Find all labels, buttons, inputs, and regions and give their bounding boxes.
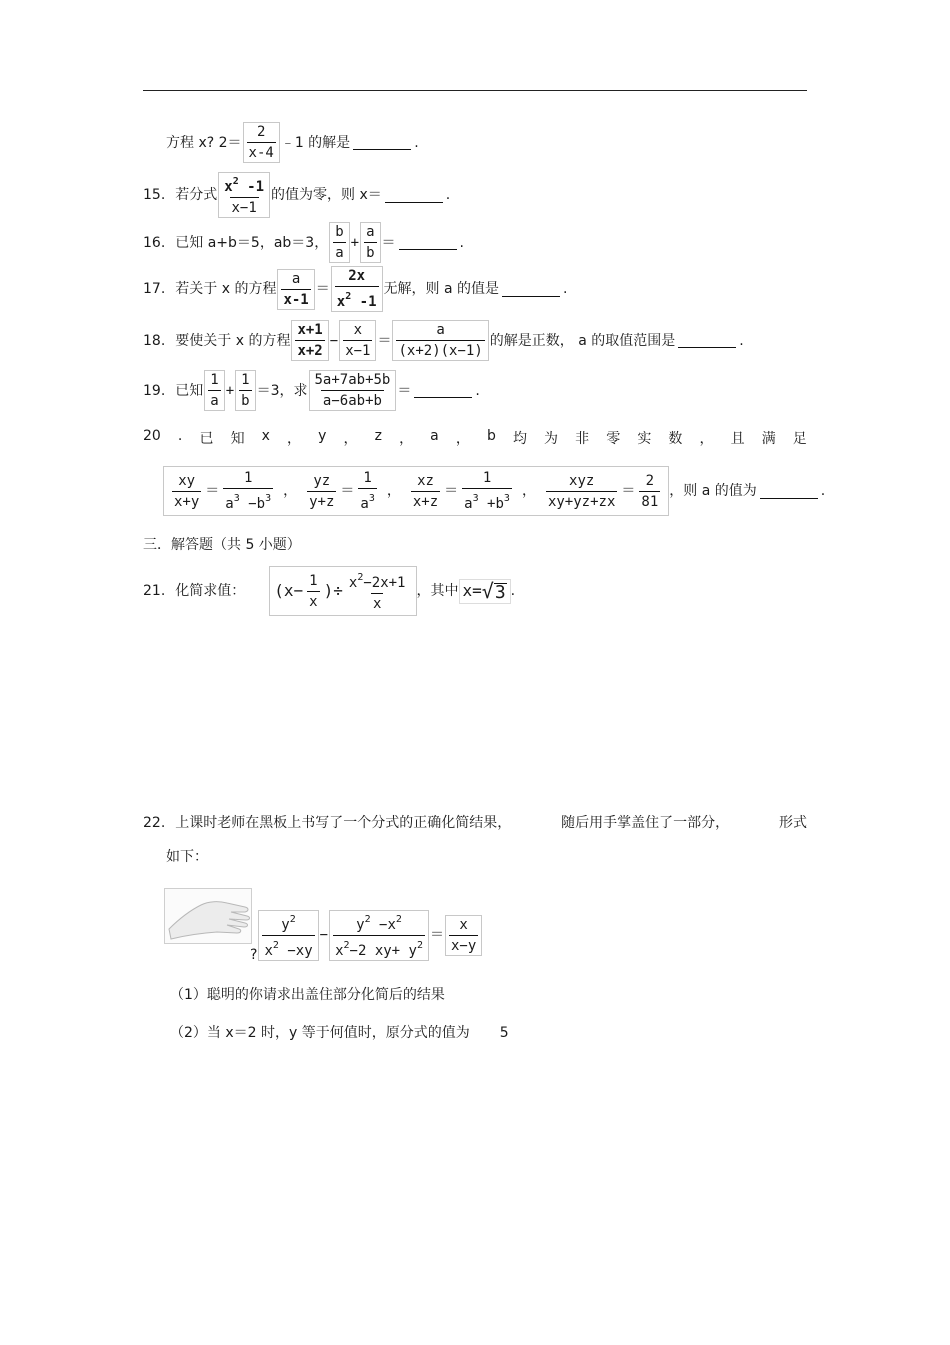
q18-fraction-2: $\frac{x}{x-1}$ xyxy=(339,320,376,361)
question-20-equations: $\frac{xy}{x+y}$ ＝ $\frac{1}{a^3 -b^3}$ ， $\frac{yz}{y+z}$ ＝ $\frac{1}{a^3}$ ， $\frac{xz}{x+z}$ ＝ $\frac{1}{a^3 +b^3}$ ， $\frac{\text{xyz}}{xy+yz+zx}$ ＝ $\frac{2}{81}$ ，则 a 的值为 . xyxy=(163,466,825,516)
question-15: 15. 若分式 $\frac{x^2 -1}{x-1}$ 的值为零，则 x＝ . xyxy=(143,172,450,218)
question-18: 18. 要使关于 x 的方程 $\frac{x+1}{x+2}$ − $\frac{x}{x-1}$ ＝ $\frac{a}{(x+2)(x-1)}$ 的解是正数， a 的取值范围是 . xyxy=(143,322,744,359)
question-22-line-2: 如下： xyxy=(166,849,208,865)
q21-expression: (x− $\frac{1}{x}$ )÷ $\frac{x^2-2x+1}{x}$ xyxy=(269,566,416,616)
question-number: 17. xyxy=(143,281,166,297)
q21-condition: x= √ 3 xyxy=(459,579,511,604)
q19-fraction-2: $\frac{1}{b}$ xyxy=(235,370,255,411)
q20-answer-blank[interactable] xyxy=(760,484,818,499)
q18-answer-blank[interactable] xyxy=(678,333,736,348)
q14-suffix: ﹣1 的解是 xyxy=(280,134,351,151)
question-number: 21. xyxy=(143,583,166,599)
question-number: 22. xyxy=(143,815,166,831)
hand-covered-area xyxy=(164,888,252,944)
q19-fraction-1: $\frac{1}{a}$ xyxy=(204,370,224,411)
question-22-equation: ? $\frac{y^2}{x^2 -xy}$ − $\frac{y^2 -x^2}{x^2-2 xy+ y^2}$ ＝ $\frac{x}{x-y}$ xyxy=(250,908,483,962)
q18-fraction-3: $\frac{a}{(x+2)(x-1)}$ xyxy=(392,320,488,361)
q17-fraction-1: $\frac{a}{x-1}$ xyxy=(277,269,314,310)
q20-fraction-xyz: $\frac{\text{xyz}}{xy+yz+zx}$ xyxy=(543,472,620,511)
q20-fraction-yz: $\frac{yz}{y+z}$ xyxy=(304,472,339,511)
q20-fraction-rhs-3: $\frac{1}{a^3 +b^3}$ xyxy=(459,469,515,513)
q15-fraction: $\frac{x^2 -1}{x-1}$ xyxy=(218,172,270,218)
q20-fraction-rhs-4: $\frac{2}{81}$ xyxy=(636,472,663,511)
q17-fraction-2: $\frac{2x}{x^2 -1}$ xyxy=(331,266,383,312)
q15-answer-blank[interactable] xyxy=(385,188,443,203)
q21-fraction-2: $\frac{x^2-2x+1}{x}$ xyxy=(344,569,411,613)
q14-prefix: 方程 x? 2＝ xyxy=(166,134,242,151)
q16-fraction-1: $\frac{b}{a}$ xyxy=(329,222,349,263)
section-3-heading: 三．解答题（共 5 小题） xyxy=(143,537,301,553)
q20-equation-box: $\frac{xy}{x+y}$ ＝ $\frac{1}{a^3 -b^3}$ ， $\frac{yz}{y+z}$ ＝ $\frac{1}{a^3}$ ， $\frac{xz}{x+z}$ ＝ $\frac{1}{a^3 +b^3}$ ， $\frac{\text{xyz}}{xy+yz+zx}$ ＝ $\frac{2}{81}$ xyxy=(163,466,669,516)
q22-fraction-3: $\frac{x}{x-y}$ xyxy=(445,915,482,956)
q16-fraction-2: $\frac{a}{b}$ xyxy=(360,222,380,263)
header-rule xyxy=(143,90,807,91)
question-19: 19. 已知 $\frac{1}{a}$ + $\frac{1}{b}$ ＝3，求 $\frac{5a+7ab+5b}{a-6ab+b}$ ＝ . xyxy=(143,372,480,409)
question-22-part-2: （2）当 x＝2 时，y 等于何值时，原分式的值为 5 xyxy=(170,1025,509,1041)
question-17: 17. 若关于 x 的方程 $\frac{a}{x-1}$ ＝ $\frac{2x}{x^2 -1}$ 无解，则 a 的值是 . xyxy=(143,268,568,310)
q16-answer-blank[interactable] xyxy=(399,235,457,250)
question-number: 15. xyxy=(143,187,166,203)
question-22-part-1: （1）聪明的你请求出盖住部分化简后的结果 xyxy=(170,987,445,1003)
q19-answer-blank[interactable] xyxy=(414,383,472,398)
question-16: 16. 已知 a+b＝5，ab＝3， $\frac{b}{a}$ + $\frac{a}{b}$ ＝ . xyxy=(143,224,464,261)
q22-fraction-1: $\frac{y^2}{x^2 -xy}$ xyxy=(258,910,318,961)
q21-fraction-1: $\frac{1}{x}$ xyxy=(304,572,322,611)
q19-fraction-3: $\frac{5a+7ab+5b}{a-6ab+b}$ xyxy=(309,370,397,411)
square-root: √ 3 xyxy=(481,578,506,603)
q20-fraction-rhs-1: $\frac{1}{a^3 -b^3}$ xyxy=(220,469,276,513)
q18-fraction-1: $\frac{x+1}{x+2}$ xyxy=(291,320,328,361)
q14-fraction: $\frac{2}{x-4}$ xyxy=(243,122,280,163)
q20-fraction-rhs-2: $\frac{1}{a^3}$ xyxy=(355,469,379,513)
q20-fraction-xz: $\frac{xz}{x+z}$ xyxy=(408,472,443,511)
question-22-line-1: 22. 上课时老师在黑板上书写了一个分式的正确化简结果， 随后用手掌盖住了一部分， 形式 xyxy=(143,815,807,831)
question-14-continued: 方程 x? 2＝ $\frac{2}{x-4}$ ﹣1 的解是 . xyxy=(166,124,419,161)
q22-fraction-2: $\frac{y^2 -x^2}{x^2-2 xy+ y^2}$ xyxy=(329,910,429,961)
q17-answer-blank[interactable] xyxy=(502,282,560,297)
question-number: 16. xyxy=(143,234,166,251)
question-number: 18. xyxy=(143,332,166,349)
question-20-line-1: 20 . 已 知 x ， y ， z ， a ， b 均 为 非 零 实 数 ， 且 满 足 xyxy=(143,428,807,447)
q14-answer-blank[interactable] xyxy=(353,135,411,150)
hand-icon xyxy=(165,889,251,943)
question-number: 19. xyxy=(143,382,166,399)
q20-fraction-xy: $\frac{xy}{x+y}$ xyxy=(169,472,204,511)
question-21: 21. 化简求值： (x− $\frac{1}{x}$ )÷ $\frac{x^2-2x+1}{x}$ ，其中 x= √ 3 . xyxy=(143,566,515,616)
